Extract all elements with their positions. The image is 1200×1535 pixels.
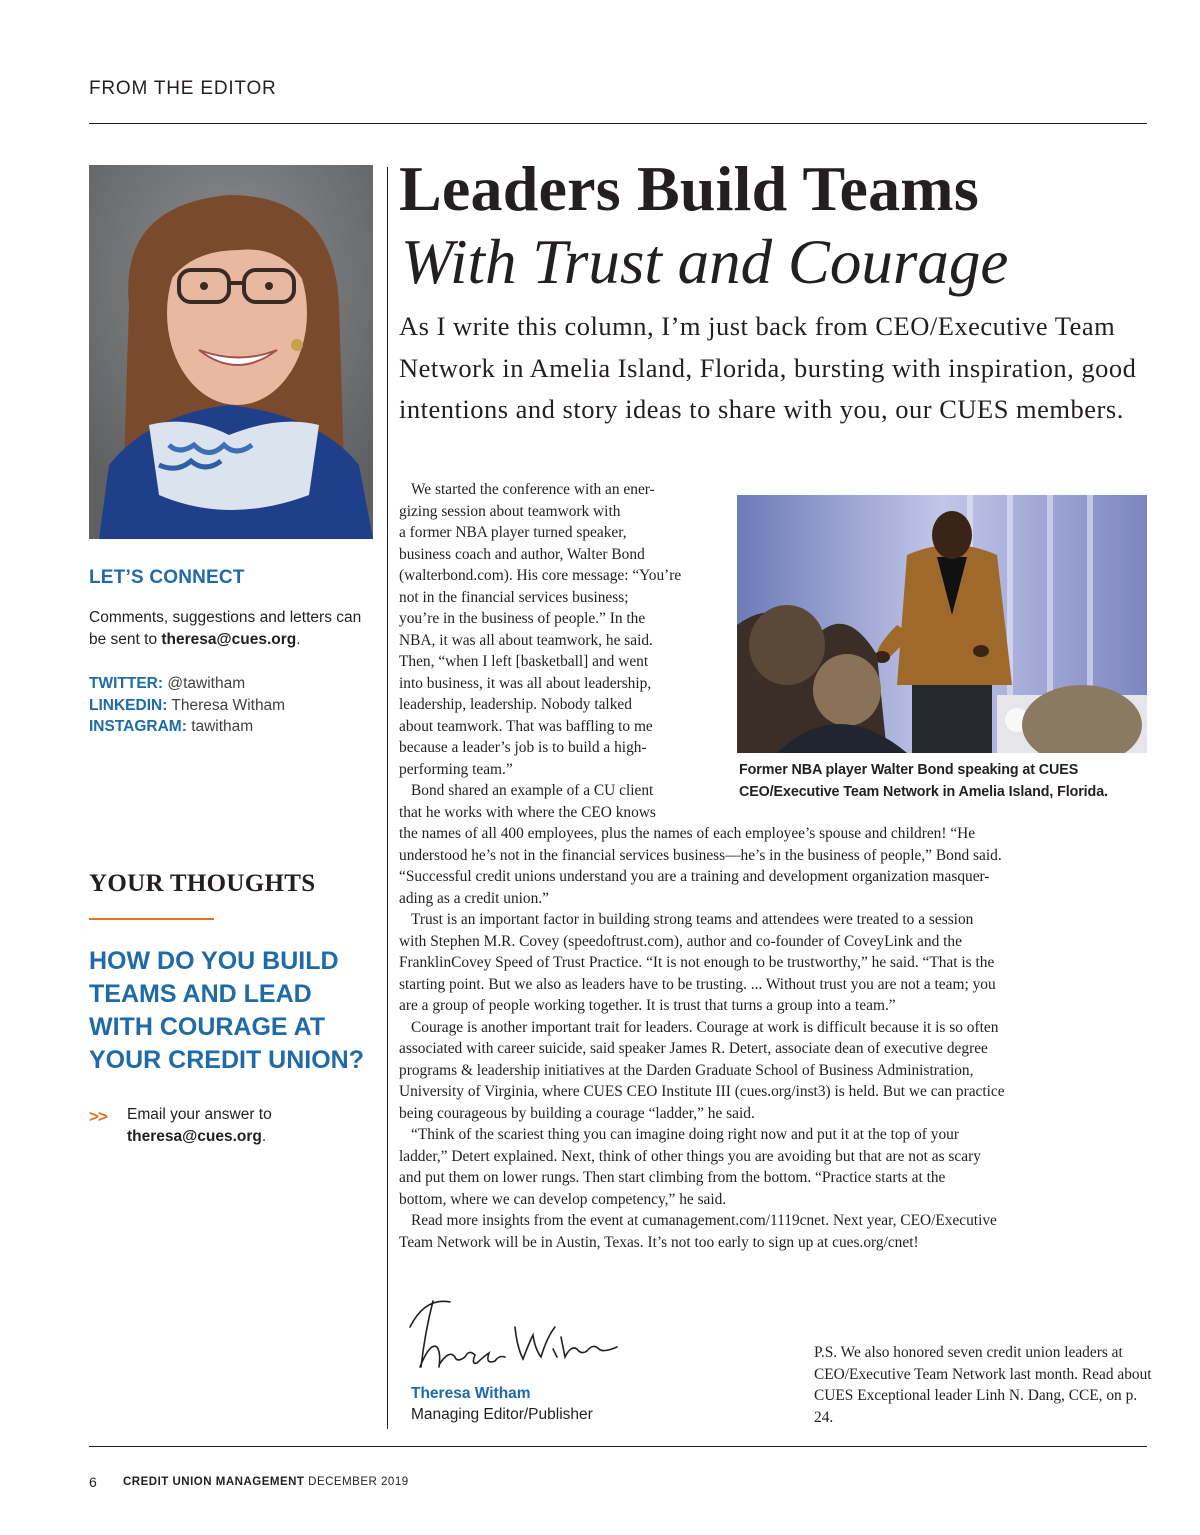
body-line: associated with career suicide, said speaker James R. Detert, associate dean of executive degree <box>399 1040 988 1057</box>
body-line: leadership, leadership. Nobody talked <box>399 696 632 713</box>
subheadline: With Trust and Courage <box>401 227 1009 297</box>
body-line: starting point. But we also as leaders have to be trusting. ... Without trust you are not a team; you <box>399 975 996 993</box>
body-line: ladder,” Detert explained. Next, think of other things you are avoiding but that are not as scary <box>399 1147 981 1165</box>
body-line: FranklinCovey Speed of Trust Practice. “It is not enough to be trustworthy,” he said. “That is the <box>399 954 995 971</box>
body-line: and put them on lower rungs. Then start climbing from the bottom. “Practice starts at the <box>399 1169 946 1186</box>
body-line: because a leader’s job is to build a high- <box>399 739 647 756</box>
thoughts-title: YOUR THOUGHTS <box>89 870 316 897</box>
thoughts-divider <box>89 918 214 920</box>
thoughts-question: HOW DO YOU BUILD TEAMS AND LEAD WITH COURAGE AT YOUR CREDIT UNION? <box>89 947 364 1074</box>
body-line: you’re in the business of people.” In the <box>399 610 646 627</box>
connect-body: Comments, suggestions and letters can be sent to theresa@cues.org. <box>89 609 362 648</box>
body-line: bottom, where we can develop competency,” he said. <box>399 1190 727 1208</box>
body-line: Team Network will be in Austin, Texas. It’s not too early to sign up at cues.org/cnet! <box>399 1233 919 1251</box>
body-line: (walterbond.com). His core message: “You’re <box>399 567 682 584</box>
top-divider <box>89 123 1147 124</box>
body-line: Trust is an important factor in building strong teams and attendees were treated to a session <box>411 911 974 928</box>
body-line: into business, it was all about leadership, <box>399 674 652 692</box>
body-line: with Stephen M.R. Covey (speedoftrust.com), author and co-founder of CoveyLink and the <box>399 932 962 950</box>
bottom-divider <box>89 1446 1147 1447</box>
body-line: are a group of people working together. It is trust that turns a group into a team.” <box>399 997 896 1014</box>
social-links <box>89 673 285 738</box>
body-line: performing team.” <box>399 760 513 778</box>
social-instagram[interactable]: INSTAGRAM: tawitham <box>89 718 254 735</box>
body-line: Then, “when I left [basketball] and went <box>399 653 649 670</box>
body-line: University of Virginia, where CUES CEO Institute III (cues.org/inst3) is held. But we can practice <box>399 1083 1005 1100</box>
body-line: that he works with where the CEO knows <box>399 803 656 821</box>
body-line: understood he’s not in the financial services business—he’s in the business of people,” Bond said. <box>399 846 1002 864</box>
social-twitter[interactable]: TWITTER: @tawitham <box>89 675 246 692</box>
signature-title: Managing Editor/Publisher <box>411 1406 593 1423</box>
body-line: We started the conference with an ener- <box>411 481 655 498</box>
speaker-photo <box>737 495 1147 753</box>
body-line: programs & leadership initiatives at the Darden Graduate School of Business Administration, <box>399 1061 974 1079</box>
body-line: “Successful credit unions understand you are a training and development organization masquer- <box>399 868 990 885</box>
section-label: FROM THE EDITOR <box>89 78 277 99</box>
footer-publication: CREDIT UNION MANAGEMENT DECEMBER 2019 <box>123 1476 409 1488</box>
double-chevron-icon: >> <box>89 1107 107 1126</box>
body-column <box>399 479 723 823</box>
page-number: 6 <box>89 1474 97 1490</box>
body-line: a former NBA player turned speaker, <box>399 524 627 541</box>
postscript: P.S. We also honored seven credit union leaders at CEO/Executive Team Network last month. Read about CUES Exceptional leader Linh N. Dang, CCE, on p. 24. <box>814 1344 1152 1426</box>
intro-paragraph: As I write this column, I’m just back from CEO/Executive Team Network in Amelia Island, Florida, bursting with inspiration, good intentions and story ideas to share with you, our CUES members. <box>399 311 1137 424</box>
body-line: about teamwork. That was baffling to me <box>399 717 653 735</box>
body-line: gizing session about teamwork with <box>399 502 621 520</box>
connect-title: LET’S CONNECT <box>89 567 245 588</box>
body-line: Courage is another important trait for leaders. Courage at work is difficult because it is so often <box>411 1018 999 1036</box>
photo-caption: Former NBA player Walter Bond speaking at CUES CEO/Executive Team Network in Amelia Island, Florida. <box>739 762 1108 800</box>
body-line: the names of all 400 employees, plus the names of each employee’s spouse and children! “He <box>399 825 976 842</box>
headline: Leaders Build Teams <box>399 153 979 224</box>
body-line: being courageous by building a courage “ladder,” he said. <box>399 1104 755 1122</box>
body-line: business coach and author, Walter Bond <box>399 545 645 563</box>
thoughts-email-link[interactable]: theresa@cues.org <box>127 1128 262 1145</box>
handwritten-signature <box>405 1287 620 1382</box>
body-line: Bond shared an example of a CU client <box>411 782 654 799</box>
body-line: not in the financial services business; <box>399 588 629 606</box>
body-line: Read more insights from the event at cumanagement.com/1119cnet. Next year, CEO/Executive <box>411 1212 997 1229</box>
connect-email-link[interactable]: theresa@cues.org <box>161 631 297 648</box>
body-line: “Think of the scariest thing you can imagine doing right now and put it at the top of your <box>411 1126 959 1143</box>
body-line: NBA, it was all about teamwork, he said. <box>399 631 653 649</box>
editor-portrait <box>89 165 373 539</box>
column-divider <box>387 167 388 1429</box>
social-linkedin[interactable]: LINKEDIN: Theresa Witham <box>89 696 286 714</box>
body-line: ading as a credit union.” <box>399 889 550 907</box>
signature-name: Theresa Witham <box>411 1385 531 1402</box>
body-full-width <box>399 823 1147 1253</box>
